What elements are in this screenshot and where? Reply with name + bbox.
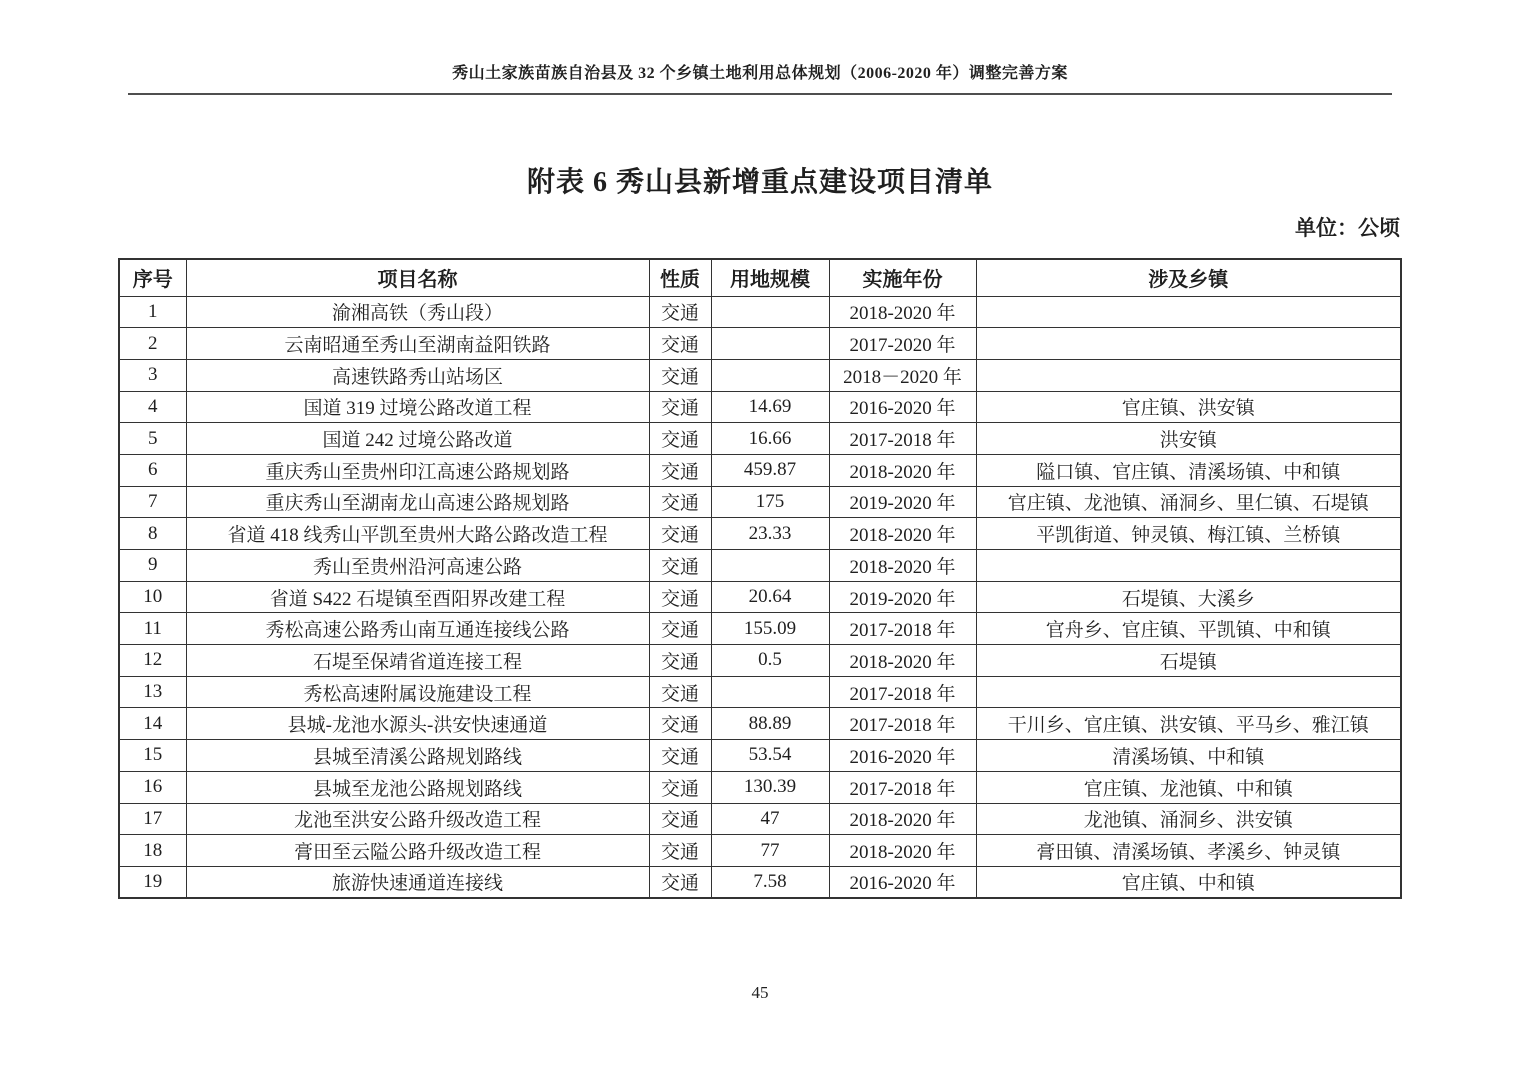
table-cell: 6 <box>119 454 186 486</box>
table-cell: 龙池镇、涌洞乡、洪安镇 <box>976 803 1401 835</box>
table-cell <box>711 328 829 360</box>
table-cell: 8 <box>119 518 186 550</box>
table-row <box>119 550 1401 582</box>
table-cell: 交通 <box>649 835 711 867</box>
column-header: 实施年份 <box>829 259 976 296</box>
table-cell: 官庄镇、龙池镇、涌洞乡、里仁镇、石堤镇 <box>976 486 1401 518</box>
table-cell: 2017-2020 年 <box>829 328 976 360</box>
table-cell: 秀松高速公路秀山南互通连接线公路 <box>186 613 649 645</box>
table-cell: 14 <box>119 708 186 740</box>
table-cell: 交通 <box>649 708 711 740</box>
table-row <box>119 581 1401 613</box>
table-cell: 47 <box>711 803 829 835</box>
table-row <box>119 391 1401 423</box>
table-cell <box>711 550 829 582</box>
document-running-header: 秀山土家族苗族自治县及 32 个乡镇土地利用总体规划（2006-2020 年）调整完善方案 <box>452 65 1068 82</box>
table-cell: 交通 <box>649 486 711 518</box>
table-cell: 19 <box>119 866 186 898</box>
table-row <box>119 613 1401 645</box>
table-cell <box>976 296 1401 328</box>
table-cell: 9 <box>119 550 186 582</box>
table-cell: 2018-2020 年 <box>829 550 976 582</box>
table-cell: 官庄镇、洪安镇 <box>976 391 1401 423</box>
projects-table <box>118 258 1402 899</box>
table-cell: 交通 <box>649 296 711 328</box>
table-row <box>119 486 1401 518</box>
table-cell: 龙池至洪安公路升级改造工程 <box>186 803 649 835</box>
table-cell: 干川乡、官庄镇、洪安镇、平马乡、雅江镇 <box>976 708 1401 740</box>
table-cell: 459.87 <box>711 454 829 486</box>
table-cell: 县城至清溪公路规划路线 <box>186 740 649 772</box>
table-cell: 交通 <box>649 803 711 835</box>
table-cell: 2018－2020 年 <box>829 359 976 391</box>
table-row <box>119 676 1401 708</box>
table-header-row <box>119 259 1401 296</box>
table-cell: 10 <box>119 581 186 613</box>
table-cell: 县城至龙池公路规划路线 <box>186 771 649 803</box>
page-number: 45 <box>751 983 769 1002</box>
table-cell: 交通 <box>649 645 711 677</box>
table-row <box>119 359 1401 391</box>
table-cell: 53.54 <box>711 740 829 772</box>
column-header: 用地规模 <box>711 259 829 296</box>
table-row <box>119 771 1401 803</box>
table-cell: 15 <box>119 740 186 772</box>
table-cell: 2017-2018 年 <box>829 613 976 645</box>
table-cell: 5 <box>119 423 186 455</box>
table-cell: 16.66 <box>711 423 829 455</box>
table-cell: 交通 <box>649 423 711 455</box>
column-header: 涉及乡镇 <box>976 259 1401 296</box>
table-cell: 2017-2018 年 <box>829 708 976 740</box>
table-cell: 2018-2020 年 <box>829 454 976 486</box>
table-cell: 石堤镇 <box>976 645 1401 677</box>
table-cell: 2017-2018 年 <box>829 771 976 803</box>
header-divider-line <box>128 93 1392 95</box>
table-cell: 膏田至云隘公路升级改造工程 <box>186 835 649 867</box>
table-cell: 交通 <box>649 328 711 360</box>
table-cell: 155.09 <box>711 613 829 645</box>
table-cell: 交通 <box>649 771 711 803</box>
table-cell: 20.64 <box>711 581 829 613</box>
table-cell: 14.69 <box>711 391 829 423</box>
table-cell: 88.89 <box>711 708 829 740</box>
table-cell: 秀山至贵州沿河高速公路 <box>186 550 649 582</box>
column-header: 序号 <box>119 259 186 296</box>
table-cell: 2017-2018 年 <box>829 423 976 455</box>
table-cell: 国道 319 过境公路改道工程 <box>186 391 649 423</box>
table-cell: 清溪场镇、中和镇 <box>976 740 1401 772</box>
table-cell: 交通 <box>649 740 711 772</box>
table-cell: 2019-2020 年 <box>829 486 976 518</box>
table-row <box>119 708 1401 740</box>
table-cell: 交通 <box>649 518 711 550</box>
table-cell: 渝湘高铁（秀山段） <box>186 296 649 328</box>
table-cell <box>711 676 829 708</box>
table-cell: 平凯街道、钟灵镇、梅江镇、兰桥镇 <box>976 518 1401 550</box>
table-body <box>119 296 1401 898</box>
table-cell: 12 <box>119 645 186 677</box>
table-cell: 7 <box>119 486 186 518</box>
table-cell: 重庆秀山至贵州印江高速公路规划路 <box>186 454 649 486</box>
table-cell: 18 <box>119 835 186 867</box>
table-cell <box>711 359 829 391</box>
table-cell: 交通 <box>649 391 711 423</box>
table-cell: 2017-2018 年 <box>829 676 976 708</box>
table-cell <box>711 296 829 328</box>
table-cell <box>976 359 1401 391</box>
table-cell: 2018-2020 年 <box>829 803 976 835</box>
table-cell: 官舟乡、官庄镇、平凯镇、中和镇 <box>976 613 1401 645</box>
table-cell: 洪安镇 <box>976 423 1401 455</box>
table-cell <box>976 550 1401 582</box>
table-cell: 交通 <box>649 359 711 391</box>
table-cell: 交通 <box>649 866 711 898</box>
table-row <box>119 518 1401 550</box>
table-cell: 2016-2020 年 <box>829 866 976 898</box>
table-cell <box>976 676 1401 708</box>
table-row <box>119 740 1401 772</box>
column-header: 项目名称 <box>186 259 649 296</box>
table-cell: 16 <box>119 771 186 803</box>
table-cell: 云南昭通至秀山至湖南益阳铁路 <box>186 328 649 360</box>
table-row <box>119 645 1401 677</box>
table-cell: 175 <box>711 486 829 518</box>
table-cell: 交通 <box>649 550 711 582</box>
table-cell: 隘口镇、官庄镇、清溪场镇、中和镇 <box>976 454 1401 486</box>
table-cell <box>976 328 1401 360</box>
column-header: 性质 <box>649 259 711 296</box>
unit-label: 单位：公顷 <box>1295 216 1400 240</box>
table-cell: 23.33 <box>711 518 829 550</box>
table-cell: 2 <box>119 328 186 360</box>
table-cell: 石堤镇、大溪乡 <box>976 581 1401 613</box>
table-cell: 0.5 <box>711 645 829 677</box>
table-cell: 2016-2020 年 <box>829 740 976 772</box>
table-cell: 官庄镇、龙池镇、中和镇 <box>976 771 1401 803</box>
table-cell: 交通 <box>649 613 711 645</box>
table-cell: 11 <box>119 613 186 645</box>
table-cell: 1 <box>119 296 186 328</box>
table-cell: 省道 418 线秀山平凯至贵州大路公路改造工程 <box>186 518 649 550</box>
table-cell: 17 <box>119 803 186 835</box>
table-cell: 2019-2020 年 <box>829 581 976 613</box>
table-cell: 高速铁路秀山站场区 <box>186 359 649 391</box>
table-cell: 县城-龙池水源头-洪安快速通道 <box>186 708 649 740</box>
table-cell: 交通 <box>649 581 711 613</box>
table-row <box>119 328 1401 360</box>
table-cell: 重庆秀山至湖南龙山高速公路规划路 <box>186 486 649 518</box>
table-cell: 国道 242 过境公路改道 <box>186 423 649 455</box>
table-cell: 2018-2020 年 <box>829 835 976 867</box>
table-cell: 2018-2020 年 <box>829 296 976 328</box>
table-cell: 7.58 <box>711 866 829 898</box>
table-cell: 130.39 <box>711 771 829 803</box>
table-cell: 膏田镇、清溪场镇、孝溪乡、钟灵镇 <box>976 835 1401 867</box>
table-row <box>119 803 1401 835</box>
table-row <box>119 835 1401 867</box>
table-header-row <box>119 259 1401 296</box>
table-cell: 旅游快速通道连接线 <box>186 866 649 898</box>
table-cell: 省道 S422 石堤镇至酉阳界改建工程 <box>186 581 649 613</box>
table-row <box>119 866 1401 898</box>
page-title: 附表 6 秀山县新增重点建设项目清单 <box>526 167 993 198</box>
table-cell: 13 <box>119 676 186 708</box>
table-cell: 2018-2020 年 <box>829 518 976 550</box>
table-row <box>119 454 1401 486</box>
table-cell: 4 <box>119 391 186 423</box>
table-cell: 石堤至保靖省道连接工程 <box>186 645 649 677</box>
table-cell: 官庄镇、中和镇 <box>976 866 1401 898</box>
table-row <box>119 296 1401 328</box>
table-cell: 77 <box>711 835 829 867</box>
table-cell: 3 <box>119 359 186 391</box>
table-cell: 交通 <box>649 676 711 708</box>
table-cell: 秀松高速附属设施建设工程 <box>186 676 649 708</box>
table-cell: 2016-2020 年 <box>829 391 976 423</box>
table-cell: 2018-2020 年 <box>829 645 976 677</box>
table-cell: 交通 <box>649 454 711 486</box>
table-row <box>119 423 1401 455</box>
